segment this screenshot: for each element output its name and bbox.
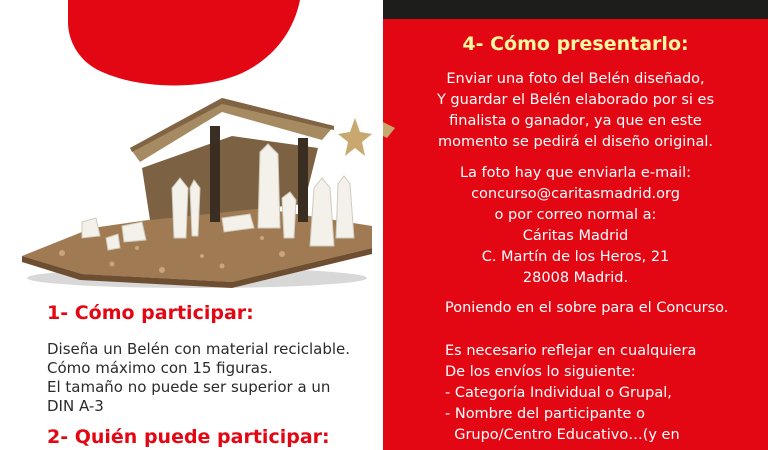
paragraph-1-line: Y guardar el Belén elaborado por si es [436, 92, 715, 108]
section-1-heading: 1- Cómo participar: [47, 302, 254, 324]
paragraph-4-line: - Nombre del participante o [445, 406, 645, 422]
paragraph-3: Poniendo en el sobre para el Concurso. [445, 300, 729, 316]
red-logo-shape [0, 0, 383, 95]
paragraph-2 [383, 163, 768, 289]
postal-city: 28008 Madrid. [522, 270, 629, 286]
section-1-line: El tamaño no puede ser superior a un [47, 378, 331, 396]
paragraph-4 [445, 341, 696, 446]
paragraph-4-line: - Categoría Individual o Grupal, [445, 385, 672, 401]
postal-street: C. Martín de los Heros, 21 [481, 249, 670, 265]
section-1-text [47, 340, 350, 416]
paragraph-4-line: Es necesario reflejar en cualquiera [445, 343, 697, 359]
paragraph-1-line: momento se pedirá el diseño original. [437, 134, 714, 150]
section-4-heading: 4- Cómo presentarlo: [462, 33, 689, 55]
postal-name: Cáritas Madrid [522, 228, 629, 244]
paragraph-4-line: Grupo/Centro Educativo…(y en [445, 427, 680, 443]
right-panel [383, 0, 768, 450]
paragraph-1 [383, 69, 768, 153]
paragraph-4-line: De los envíos lo siguiente: [445, 364, 636, 380]
section-1-line: Cómo máximo con 15 figuras. [47, 359, 273, 377]
top-bar [383, 0, 768, 19]
paragraph-2-line: La foto hay que enviarla e-mail: [459, 165, 692, 181]
section-1-line: Diseña un Belén con material reciclable. [47, 340, 351, 358]
left-panel [0, 0, 383, 450]
section-2-heading: 2- Quién puede participar: [47, 426, 330, 448]
paragraph-2-line: o por correo normal a: [494, 207, 657, 223]
nativity-scene-photo [22, 88, 372, 290]
paragraph-1-line: finalista o ganador, ya que en este [449, 113, 702, 129]
email-address[interactable]: concurso@caritasmadrid.org [471, 186, 680, 202]
section-1-line: DIN A-3 [47, 397, 104, 415]
paragraph-1-line: Enviar una foto del Belén diseñado, [446, 71, 705, 87]
